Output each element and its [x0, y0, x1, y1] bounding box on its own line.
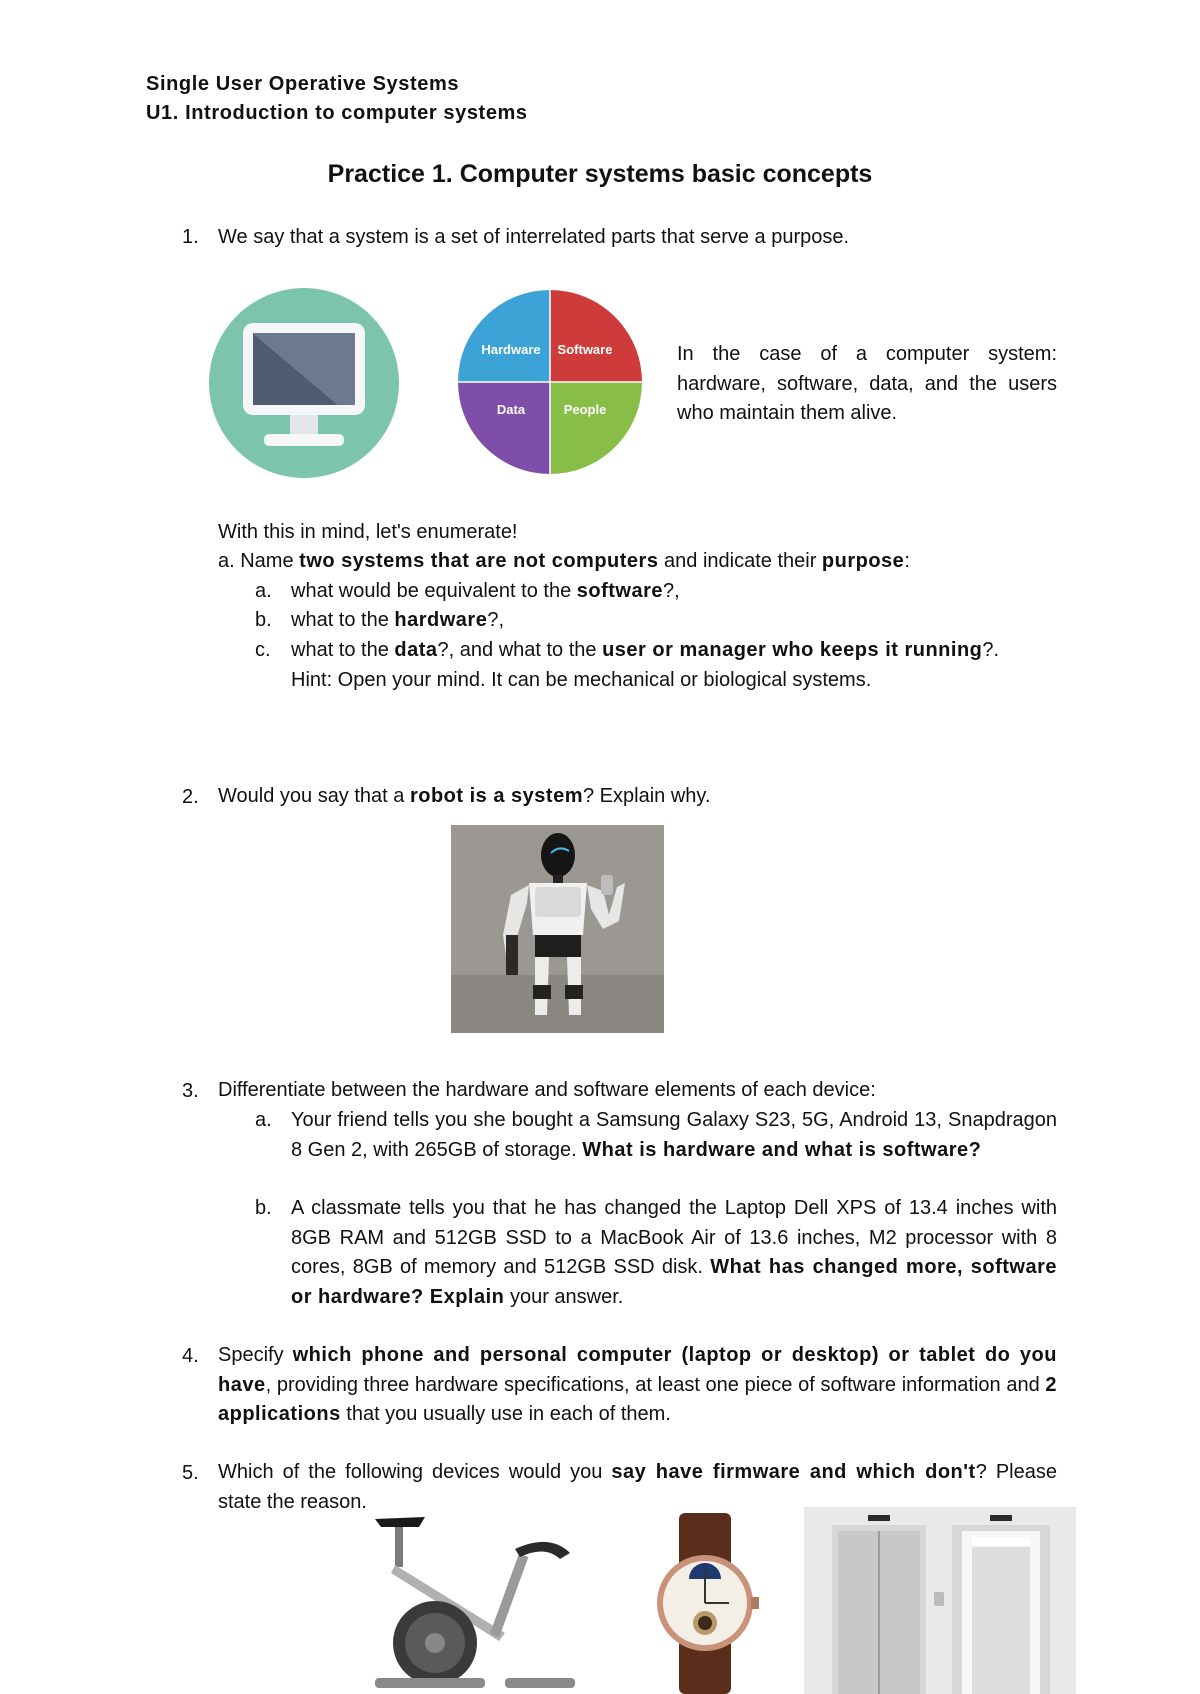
- exercise-bike-photo: [355, 1513, 585, 1694]
- q1-number: 1.: [182, 226, 199, 248]
- system-components-diagram: [455, 287, 645, 477]
- sub-letter-b: b.: [255, 609, 272, 631]
- computer-system-description: In the case of a computer system: hardware, software, data, and the users who maintain them alive.: [677, 343, 1057, 424]
- q4-text: Specify which phone and personal computer (laptop or desktop) or tablet do you have, providing three hardware specifications, at least one piece of software information and 2 applications that you usually use in each of them.: [218, 1344, 1057, 1425]
- q1-text: We say that a system is a set of interrelated parts that serve a purpose.: [218, 226, 850, 248]
- sub-item-hardware: what to the hardware?,: [291, 609, 505, 631]
- monitor-icon: [208, 287, 400, 479]
- pie-slice-software: [550, 290, 642, 382]
- pie-label-hardware: Hardware: [481, 342, 541, 357]
- hint-text: Hint: Open your mind. It can be mechanical or biological systems.: [291, 669, 872, 691]
- sub-item-data: what to the data?, and what to the user or manager who keeps it running?.: [291, 639, 1000, 661]
- sub-item-software: what would be equivalent to the software?,: [291, 580, 680, 602]
- page-title: Practice 1. Computer systems basic concepts: [327, 160, 873, 188]
- pie-label-people: People: [563, 402, 607, 417]
- q3-number: 3.: [182, 1080, 199, 1102]
- sub-letter-a: a.: [255, 580, 272, 602]
- q5-number: 5.: [182, 1462, 199, 1484]
- pie-label-software: Software: [557, 342, 613, 357]
- pie-slice-data: [458, 382, 550, 474]
- q5-text: Which of the following devices would you say have firmware and which don't? Please state the reason.: [218, 1461, 1057, 1513]
- q3-part-a: Your friend tells you she bought a Samsung Galaxy S23, 5G, Android 13, Snapdragon 8 Gen 2, with 265GB of storage. What is hardware and what is software?: [291, 1109, 1057, 1161]
- q1-part-a: a. Name two systems that are not computers and indicate their purpose:: [218, 550, 910, 572]
- humanoid-robot-photo: [451, 825, 664, 1033]
- q4-number: 4.: [182, 1345, 199, 1367]
- q3-text: Differentiate between the hardware and software elements of each device:: [218, 1079, 876, 1101]
- pie-label-data: Data: [496, 402, 526, 417]
- course-title: Single User Operative Systems: [146, 73, 460, 95]
- elevator-photo: [804, 1507, 1076, 1694]
- q3-letter-b: b.: [255, 1197, 272, 1219]
- pie-slice-people: [550, 382, 642, 474]
- q2-text: Would you say that a robot is a system? Explain why.: [218, 785, 711, 807]
- q3-part-b: A classmate tells you that he has changed the Laptop Dell XPS of 13.4 inches with 8GB RAM and 512GB SSD to a MacBook Air of 13.6 inches, M2 processor with 8 cores, 8GB of memory and 512GB SSD disk. What has changed more, software or hardware? Explain your answer.: [291, 1197, 1057, 1308]
- enumerate-intro: With this in mind, let's enumerate!: [218, 521, 518, 543]
- q2-number: 2.: [182, 786, 199, 808]
- wristwatch-photo: [645, 1513, 765, 1694]
- unit-title: U1. Introduction to computer systems: [146, 102, 528, 124]
- sub-letter-c: c.: [255, 639, 271, 661]
- q3-letter-a: a.: [255, 1109, 272, 1131]
- pie-slice-hardware: [458, 290, 550, 382]
